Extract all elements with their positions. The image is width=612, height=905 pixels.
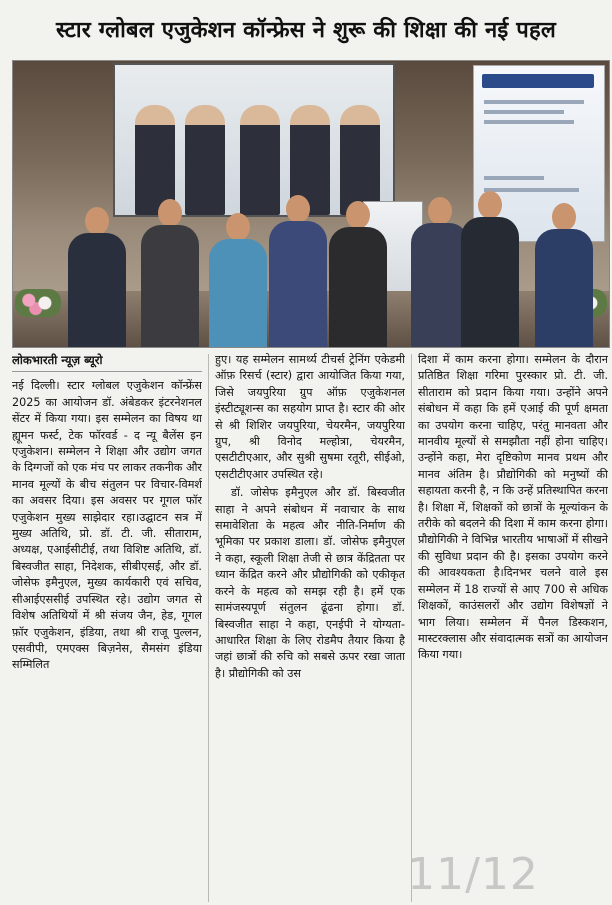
flower-decoration bbox=[15, 289, 61, 317]
guest-figure bbox=[68, 207, 126, 347]
guest-figure bbox=[269, 195, 327, 347]
paragraph: नई दिल्ली। स्टार ग्लोबल एजुकेशन कॉन्फ्रेंस 2025 का आयोजन डॉ. अंबेडकर इंटरनेशनल सेंटर में किया गया। इस सम्मेलन का विषय था ह्यूमन फर्स्ट, टेक फॉरवर्ड - द न्यू बैलेंस इन एजुकेशन। सम्मेलन ने शिक्षा और उद्योग जगत के दिग्गजों को एक मंच पर लाकर तकनीक और मानव मूल्यों के बीच संतुलन पर विचार-विमर्श का अवसर दिया। इस अवसर पर गूगल फॉर एजुकेशन मुख्य साझेदार रहा।उद्घाटन सत्र में मुख्य अतिथि, प्रो. डॉ. टी. जी. सीताराम, अध्यक्ष, एआईसीटीई, तथा विशिष्ट अतिथि, डॉ. बिस्वजीत साहा, निदेशक, सीबीएसई, और डॉ. जोसेफ इमैनुएल, मुख्य कार्यकारी एवं सचिव, सीआईएससीई उपस्थित रहे। उद्योग जगत से विशेष अतिथियों में श्री संजय जैन, हेड, गूगल फ़ॉर एजुकेशन, इंडिया, तथा श्री राजू पुल्लन, एसवीपी, एमएक्स बिज़नेस, सैमसंग इंडिया सम्मिलित bbox=[12, 379, 202, 672]
article-column-3 bbox=[418, 352, 608, 905]
paragraph: दिशा में काम करना होगा। सम्मेलन के दौरान प्रतिष्ठित शिक्षा गरिमा पुरस्कार प्रो. टी. जी. सीताराम को प्रदान किया गया। उन्होंने अपने संबोधन में कहा कि हमें एआई की पूर्ण क्षमता का उपयोग करना चाहिए, परंतु मानवता और मानवीय मूल्यों से समझौता नहीं होना चाहिए। उन्होंने कहा, मेरा दृष्टिकोण मानव प्रथम और मानव अंतिम है। प्रौद्योगिकी को मनुष्यों की सहायता करनी है, न कि उन्हें प्रतिस्थापित करना है। शिक्षा में, शिक्षकों को छात्रों के मूल्यांकन के तरीके को बदलने की दिशा में काम करना होगा। प्रौद्योगिकी ने विभिन्न भारतीय भाषाओं में सीखने की सुविधा प्रदान की है। इसका उपयोग करने की आवश्यकता है।दिनभर चलने वाले इस सम्मेलन में 18 राज्यों से आए 700 से अधिक शिक्षकों, काउंसलरों और उद्योग विशेषज्ञों ने भाग लिया। सम्मेलन में पैनल डिस्कशन, मास्टरक्लास और संवादात्मक सत्रों का आयोजन किया गया। bbox=[418, 353, 608, 662]
article-column-1 bbox=[12, 352, 202, 905]
guest-figure bbox=[141, 199, 199, 347]
guest-figure bbox=[329, 201, 387, 347]
headline: स्टार ग्लोबल एजुकेशन कॉन्फ्रेस ने शुरू की शिक्षा की नई पहल bbox=[56, 18, 556, 43]
article-column-2 bbox=[215, 352, 405, 905]
paragraph: डॉ. जोसेफ इमैनुएल और डॉ. बिस्वजीत साहा ने अपने संबोधन में नवाचार के साथ समावेशिता के महत्व और नीति-निर्माण की भूमिका पर प्रकाश डाला। डॉ. जोसेफ इमैनुएल ने कहा, स्कूली शिक्षा तेजी से छात्र केंद्रितता पर ध्यान केंद्रित करने और प्रौद्योगिकी को एकीकृत करने के महत्व को समझ रही है। हमें एक सामंजस्यपूर्ण संतुलन ढूंढना होगा। डॉ. बिस्वजीत साहा ने कहा, एनईपी ने योग्यता-आधारित शिक्षा के लिए रोडमैप तैयार किया है जहां छात्रों की रुचि को सबसे ऊपर रखा जाता है। प्रौद्योगिकी को उस bbox=[215, 486, 405, 680]
paragraph: हुए। यह सम्मेलन सामर्थ्य टीचर्स ट्रेनिंग एकेडमी ऑफ़ रिसर्च (स्टार) द्वारा आयोजित किया गया, जिसे जयपुरिया ग्रुप ऑफ़ एजुकेशनल इंस्टीट्यूशन्स का सहयोग प्राप्त है। स्टार की ओर से श्री शिशिर जयपुरिया, चेयरमैन, जयपुरिया ग्रुप, श्री विनोद मल्होत्रा, चेयरमैन, एसटीटीएआर, और सुश्री सुषमा रतूरी, सीईओ, एसटीटीएआर उपस्थित रहे। bbox=[215, 353, 405, 481]
article-body bbox=[12, 352, 608, 905]
stage-screen bbox=[113, 63, 395, 217]
guest-figure bbox=[535, 203, 593, 347]
byline: लोकभारती न्यूज़ ब्यूरो bbox=[12, 352, 202, 372]
event-photo bbox=[12, 60, 610, 348]
guest-figure bbox=[209, 213, 267, 347]
page-number-overlay: 11/12 bbox=[407, 849, 539, 900]
guest-figure bbox=[461, 191, 519, 347]
